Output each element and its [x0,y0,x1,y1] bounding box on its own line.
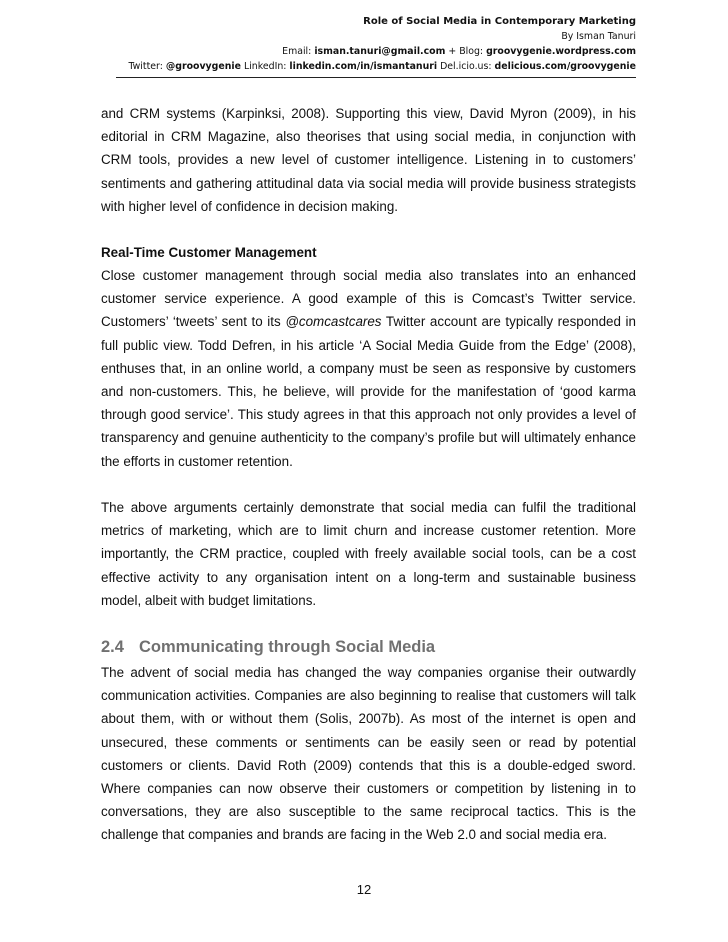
header-social-line [116,59,636,74]
blog-address: groovygenie.wordpress.com [486,46,636,57]
blog-label: + Blog: [445,46,487,57]
paragraph-customer-service [101,264,636,473]
header-contact-line [116,44,636,59]
paragraph-communication: The advent of social media has changed the way companies organise their outwardly communication activities. Companies are also beginning to realise that customers will talk about them, with or without them (Solis, 2007b). As most of the internet is open and unsecured, these comments or sentiments can be easily seen or read by potential customers or clients. David Roth (2009) contends that this is a double-edged sword. Where companies can now observe their customers or competition by listening in to conversations, they are also susceptible to the same reciprocal tactics. This is the challenge that companies and brands are facing in the Web 2.0 and social media era. [101,665,636,843]
comcastcares-handle: @comcastcares [285,314,382,330]
running-header [116,14,636,74]
section-heading [101,636,435,658]
page-number: 12 [356,882,372,897]
subheading-real-time-customer-management: Real-Time Customer Management [101,245,317,260]
email-address: isman.tanuri@gmail.com [314,46,446,57]
section-title: Communicating through Social Media [139,638,436,656]
paragraph-crm-intelligence: and CRM systems (Karpinksi, 2008). Supporting this view, David Myron (2009), in his editorial in CRM Magazine, also theorises that using social media, in conjunction with CRM tools, provides a new level of customer intelligence. Listening in to customers’ sentiments and gathering attitudinal data via social media will provide business strategists with higher level of confidence in decision making. [101,106,636,214]
header-author: By Isman Tanuri [561,31,636,42]
paragraph2-after: Twitter account are typically responded in full public view. Todd Defren, in his article ‘A Social Media Guide from the Edge’ (2008), enthuses that, in an online world, a company must be seen as responsive by customers and non-customers. This, he believe, will provide for the manifestation of ‘good karma through good service’. This study agrees in that this approach not only provides a level of transparency and genuine authenticity to the company’s profile but will ultimately enhance the efforts in customer retention. [101,314,636,469]
paragraph2-before: Close customer management through social media also translates into an enhanced customer service experience. A good example of this is Comcast’s Twitter service. Customers’ ‘tweets’ sent to its [101,268,636,330]
header-title: Role of Social Media in Contemporary Marketing [363,16,636,27]
linkedin-label: LinkedIn: [241,61,290,72]
header-divider [116,77,636,78]
paragraph-marketing-metrics: The above arguments certainly demonstrate that social media can fulfil the traditional metrics of marketing, which are to limit churn and increase customer retention. More importantly, the CRM practice, coupled with freely available social tools, can be a cost effective activity to any organisation intent on a long-term and sustainable business model, albeit with budget limitations. [101,500,636,608]
linkedin-address: linkedin.com/in/ismantanuri [289,61,438,72]
email-label: Email: [282,46,315,57]
delicious-label: Del.icio.us: [437,61,495,72]
section-number: 2.4 [101,638,124,656]
twitter-label: Twitter: [128,61,166,72]
delicious-address: delicious.com/groovygenie [494,61,636,72]
twitter-handle: @groovygenie [165,61,241,72]
